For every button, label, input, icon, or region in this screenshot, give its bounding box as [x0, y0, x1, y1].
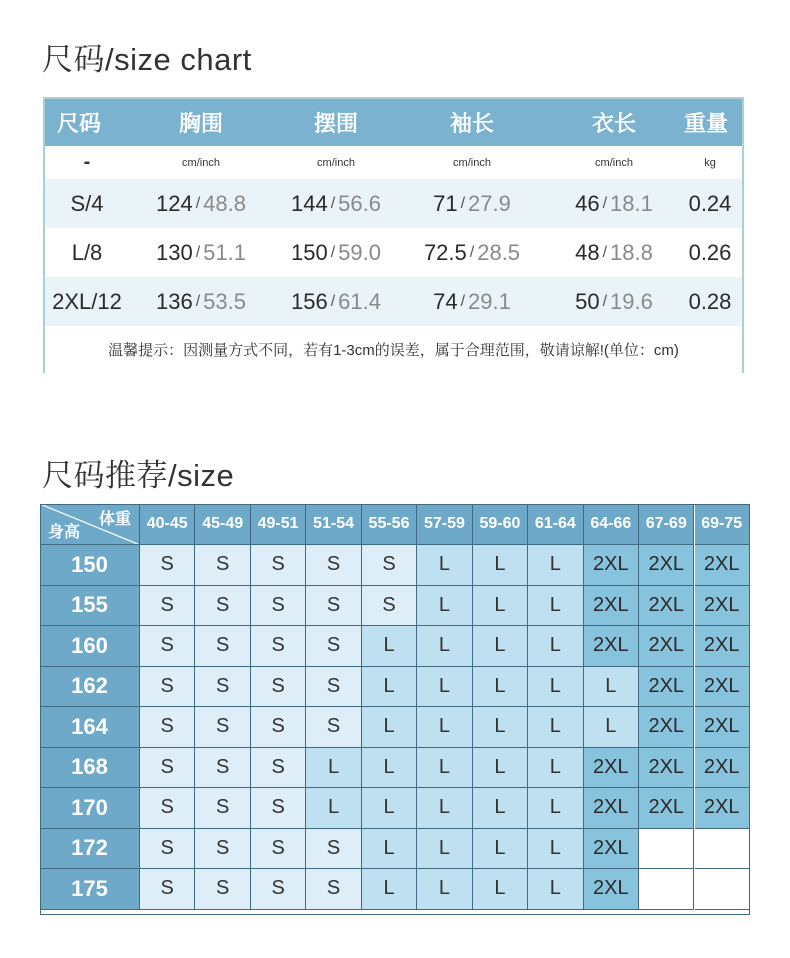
recommended-size-cell: 2XL — [695, 586, 750, 627]
empty-cell — [695, 869, 750, 910]
recommended-size-cell: S — [251, 667, 306, 708]
height-row-header: 164 — [40, 707, 140, 748]
sleeve-inch-value: 28.5 — [477, 239, 521, 265]
recommended-size-cell: S — [251, 748, 306, 789]
recommended-size-cell: L — [362, 748, 417, 789]
recommended-size-cell: L — [473, 748, 528, 789]
hem-inch-value: 59.0 — [338, 239, 381, 265]
unit-chest: cm/inch — [182, 156, 220, 169]
recommended-size-cell: L — [473, 586, 528, 627]
recommended-size-cell: L — [473, 869, 528, 910]
recommended-size-cell: L — [362, 869, 417, 910]
recommended-size-cell: 2XL — [639, 586, 694, 627]
recommended-size-cell: 2XL — [695, 667, 750, 708]
recommended-size-cell: S — [140, 748, 195, 789]
size-recommendation-title: 尺码推荐/size — [42, 458, 235, 493]
recommended-size-cell: L — [417, 788, 472, 829]
recommended-size-cell: 2XL — [584, 748, 639, 789]
recommended-size-cell: L — [362, 829, 417, 870]
height-row-header: 168 — [40, 748, 140, 789]
recommended-size-cell: L — [528, 586, 583, 627]
empty-cell — [639, 829, 694, 870]
recommended-size-cell: L — [473, 788, 528, 829]
weight-range-header: 67-69 — [639, 504, 694, 545]
recommended-size-cell: S — [306, 869, 361, 910]
recommended-size-cell: L — [362, 667, 417, 708]
hem-cell — [280, 179, 392, 228]
recommended-size-cell: S — [195, 586, 250, 627]
recommended-size-cell: L — [473, 667, 528, 708]
weight-range-header: 59-60 — [473, 504, 528, 545]
recommended-size-cell: S — [251, 829, 306, 870]
recommended-size-cell: S — [140, 667, 195, 708]
recommended-size-cell: S — [140, 707, 195, 748]
recommended-size-cell: S — [251, 545, 306, 586]
recommended-size-cell: L — [584, 707, 639, 748]
recommended-size-cell: 2XL — [584, 626, 639, 667]
header-hem: 摆围 — [313, 111, 358, 136]
weight-value: 0.24 — [688, 190, 732, 216]
height-row-header: 150 — [40, 545, 140, 586]
size-recommendation-grid — [40, 504, 750, 915]
recommended-size-cell: S — [195, 788, 250, 829]
recommended-size-cell: L — [528, 748, 583, 789]
recommended-size-cell: S — [140, 869, 195, 910]
recommended-size-cell: L — [417, 626, 472, 667]
recommended-size-cell: S — [140, 626, 195, 667]
height-row-header: 172 — [40, 829, 140, 870]
corner-weight-label: 体重 — [98, 511, 131, 528]
sleeve-cm-value: 74 — [433, 288, 458, 314]
slash-separator: / — [330, 243, 336, 261]
sleeve-cm-value: 72.5 — [423, 239, 467, 265]
recommended-size-cell: 2XL — [695, 626, 750, 667]
length-cell — [558, 277, 670, 326]
recommended-size-cell: L — [417, 667, 472, 708]
header-sleeve: 袖长 — [449, 111, 494, 136]
chest-cm-value: 136 — [156, 288, 193, 314]
slash-separator: / — [469, 243, 475, 261]
recommended-size-cell: L — [528, 626, 583, 667]
recommended-size-cell: S — [306, 586, 361, 627]
recommended-size-cell: L — [362, 788, 417, 829]
slash-separator: / — [460, 292, 466, 310]
recommended-size-cell: S — [362, 545, 417, 586]
height-row-header: 162 — [40, 667, 140, 708]
length-cm-value: 48 — [575, 239, 600, 265]
recommended-size-cell: 2XL — [695, 788, 750, 829]
weight-range-header: 55-56 — [362, 504, 417, 545]
size-chart-title: 尺码/size chart — [42, 42, 252, 77]
recommended-size-cell: L — [417, 748, 472, 789]
recommended-size-cell: S — [140, 545, 195, 586]
weight-value: 0.26 — [688, 239, 732, 265]
weight-range-header: 49-51 — [251, 504, 306, 545]
recommended-size-cell: L — [473, 829, 528, 870]
hem-inch-value: 61.4 — [338, 288, 381, 314]
recommended-size-cell: L — [417, 545, 472, 586]
chest-inch-value: 53.5 — [203, 288, 246, 314]
weight-range-header: 61-64 — [528, 504, 583, 545]
recommended-size-cell: L — [473, 707, 528, 748]
size-label: L/8 — [71, 239, 103, 265]
empty-cell — [695, 829, 750, 870]
recommended-size-cell: 2XL — [584, 869, 639, 910]
recommended-size-cell: 2XL — [639, 707, 694, 748]
sleeve-cell — [416, 179, 528, 228]
chest-inch-value: 51.1 — [203, 239, 246, 265]
recommended-size-cell: S — [195, 869, 250, 910]
size-chart-row — [45, 228, 742, 277]
recommended-size-cell: L — [584, 667, 639, 708]
slash-separator: / — [602, 292, 608, 310]
recommended-size-cell: S — [251, 869, 306, 910]
header-weight: 重量 — [683, 111, 728, 136]
chest-cell — [145, 277, 257, 326]
length-cell — [558, 179, 670, 228]
corner-height-label: 身高 — [48, 524, 81, 541]
recommended-size-cell: L — [417, 707, 472, 748]
recommended-size-cell: L — [417, 829, 472, 870]
recommended-size-cell: 2XL — [639, 667, 694, 708]
size-chart-units-row — [45, 146, 742, 179]
length-inch-value: 18.8 — [610, 239, 653, 265]
weight-range-header: 57-59 — [417, 504, 472, 545]
weight-value: 0.28 — [688, 288, 732, 314]
height-row-header: 170 — [40, 788, 140, 829]
recommended-size-cell: L — [417, 869, 472, 910]
recommended-size-cell: S — [195, 667, 250, 708]
recommended-size-cell: S — [251, 586, 306, 627]
recommended-size-cell: 2XL — [695, 707, 750, 748]
slash-separator: / — [602, 194, 608, 212]
recommended-size-cell: S — [195, 748, 250, 789]
recommended-size-cell: S — [195, 545, 250, 586]
recommended-size-cell: S — [195, 626, 250, 667]
weight-range-header: 40-45 — [140, 504, 195, 545]
size-chart-header-row — [45, 99, 742, 146]
sleeve-cm-value: 71 — [433, 190, 458, 216]
slash-separator: / — [330, 194, 336, 212]
chest-cell — [145, 228, 257, 277]
recommended-size-cell: S — [251, 788, 306, 829]
recommended-size-cell: S — [251, 626, 306, 667]
size-chart-row — [45, 277, 742, 326]
length-cm-value: 46 — [575, 190, 600, 216]
recommended-size-cell: 2XL — [695, 545, 750, 586]
hem-cm-value: 150 — [291, 239, 328, 265]
recommended-size-cell: S — [140, 788, 195, 829]
size-label: 2XL/12 — [52, 288, 122, 314]
recommended-size-cell: 2XL — [639, 788, 694, 829]
unit-hem: cm/inch — [317, 156, 355, 169]
header-length: 衣长 — [591, 111, 636, 136]
size-chart-row — [45, 179, 742, 228]
recommended-size-cell: L — [528, 829, 583, 870]
recommended-size-cell: S — [306, 667, 361, 708]
unit-size: - — [83, 151, 91, 173]
height-row-header: 160 — [40, 626, 140, 667]
chest-inch-value: 48.8 — [203, 190, 246, 216]
weight-range-header: 69-75 — [695, 504, 750, 545]
length-cell — [558, 228, 670, 277]
sleeve-inch-value: 27.9 — [468, 190, 511, 216]
recommended-size-cell: 2XL — [584, 545, 639, 586]
hem-inch-value: 56.6 — [338, 190, 381, 216]
recommended-size-cell: L — [528, 788, 583, 829]
unit-sleeve: cm/inch — [453, 156, 491, 169]
weight-range-header: 45-49 — [195, 504, 250, 545]
recommended-size-cell: L — [528, 869, 583, 910]
size-chart-note: 温馨提示：因测量方式不同，若有1-3cm的误差，属于合理范围，敬请谅解!(单位：cm) — [45, 326, 742, 373]
slash-separator: / — [460, 194, 466, 212]
sleeve-cell — [416, 277, 528, 326]
recommended-size-cell: 2XL — [584, 829, 639, 870]
weight-range-header: 51-54 — [306, 504, 361, 545]
recommended-size-cell: S — [306, 545, 361, 586]
recommended-size-cell: S — [195, 829, 250, 870]
length-inch-value: 18.1 — [610, 190, 653, 216]
recommended-size-cell: 2XL — [639, 626, 694, 667]
unit-length: cm/inch — [595, 156, 633, 169]
height-row-header: 155 — [40, 586, 140, 627]
recommended-size-cell: 2XL — [695, 748, 750, 789]
recommended-size-cell: 2XL — [584, 586, 639, 627]
slash-separator: / — [602, 243, 608, 261]
recommended-size-cell: S — [140, 829, 195, 870]
recommended-size-cell: 2XL — [639, 545, 694, 586]
hem-cell — [280, 277, 392, 326]
hem-cm-value: 144 — [291, 190, 328, 216]
sleeve-cell — [416, 228, 528, 277]
recommended-size-cell: L — [528, 545, 583, 586]
length-inch-value: 19.6 — [610, 288, 653, 314]
recommended-size-cell: S — [306, 626, 361, 667]
recommended-size-cell: S — [195, 707, 250, 748]
recommended-size-cell: L — [417, 586, 472, 627]
slash-separator: / — [195, 194, 201, 212]
recommended-size-cell: S — [140, 586, 195, 627]
recommended-size-cell: L — [473, 626, 528, 667]
chest-cell — [145, 179, 257, 228]
recommended-size-cell: S — [306, 829, 361, 870]
hem-cm-value: 156 — [291, 288, 328, 314]
unit-weight: kg — [704, 156, 716, 169]
recommended-size-cell: L — [362, 707, 417, 748]
chest-cm-value: 130 — [156, 239, 193, 265]
recommended-size-cell: S — [306, 707, 361, 748]
recommended-size-cell: 2XL — [639, 748, 694, 789]
recommended-size-cell: 2XL — [584, 788, 639, 829]
hem-cell — [280, 228, 392, 277]
recommended-size-cell: S — [362, 586, 417, 627]
recommended-size-cell: L — [528, 667, 583, 708]
chest-cm-value: 124 — [156, 190, 193, 216]
header-size: 尺码 — [56, 111, 101, 136]
height-row-header: 175 — [40, 869, 140, 910]
length-cm-value: 50 — [575, 288, 600, 314]
slash-separator: / — [195, 243, 201, 261]
sleeve-inch-value: 29.1 — [468, 288, 511, 314]
slash-separator: / — [195, 292, 201, 310]
recommended-size-cell: L — [528, 707, 583, 748]
size-chart-table — [43, 97, 744, 373]
header-chest: 胸围 — [178, 111, 223, 136]
recommended-size-cell: L — [306, 748, 361, 789]
recommended-size-cell: L — [306, 788, 361, 829]
empty-cell — [639, 869, 694, 910]
recommended-size-cell: S — [251, 707, 306, 748]
size-label: S/4 — [70, 190, 104, 216]
slash-separator: / — [330, 292, 336, 310]
recommended-size-cell: L — [362, 626, 417, 667]
weight-range-header: 64-66 — [584, 504, 639, 545]
grid-corner-header — [40, 504, 140, 545]
recommended-size-cell: L — [473, 545, 528, 586]
